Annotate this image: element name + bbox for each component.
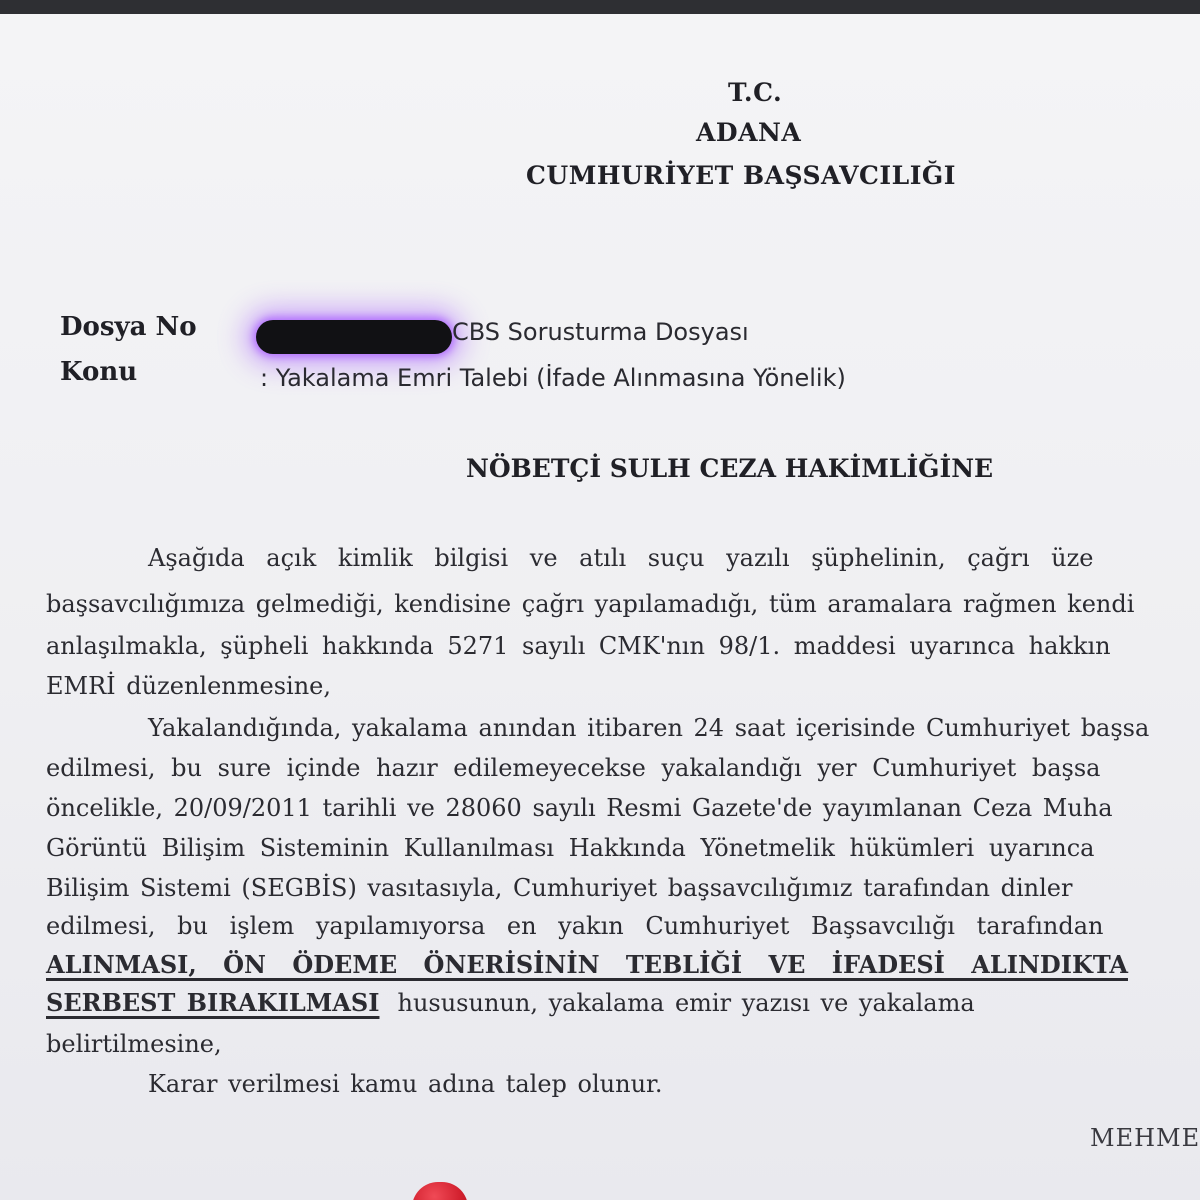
body-line: Yakalandığında, yakalama anından itibaren 24 saat içerisinde Cumhuriyet başsa bbox=[148, 714, 1150, 742]
body-line: Aşağıda açık kimlik bilgisi ve atılı suçu yazılı şüphelinin, çağrı üze bbox=[148, 544, 1094, 572]
body-line bbox=[46, 988, 975, 1017]
fingernail bbox=[412, 1182, 468, 1200]
signature-name: MEHME bbox=[1090, 1124, 1200, 1152]
body-line: EMRİ düzenlenmesine, bbox=[46, 672, 331, 700]
body-line: başsavcılığımıza gelmediği, kendisine çağrı yapılamadığı, tüm aramalara rağmen kendi bbox=[46, 590, 1135, 618]
redaction-mark bbox=[256, 320, 452, 354]
body-line: edilmesi, bu işlem yapılamıyorsa en yakın Cumhuriyet Başsavcılığı tarafından bbox=[46, 912, 1104, 940]
body-line: öncelikle, 20/09/2011 tarihli ve 28060 sayılı Resmi Gazete'de yayımlanan Ceza Muha bbox=[46, 794, 1113, 822]
document-page bbox=[0, 14, 1200, 1200]
recipient-heading: NÖBETÇİ SULH CEZA HAKİMLİĞİNE bbox=[466, 454, 994, 483]
body-line: edilmesi, bu sure içinde hazır edilemeyecekse yakalandığı yer Cumhuriyet başsa bbox=[46, 754, 1101, 782]
konu-value: : Yakalama Emri Talebi (İfade Alınmasına Yönelik) bbox=[260, 364, 846, 392]
dosya-label: Dosya No bbox=[60, 312, 197, 342]
body-line-rest: hususunun, yakalama emir yazısı ve yakalama bbox=[397, 989, 975, 1017]
konu-label: Konu bbox=[60, 357, 138, 387]
closing-line: Karar verilmesi kamu adına talep olunur. bbox=[148, 1070, 663, 1098]
header-tc: T.C. bbox=[728, 78, 783, 107]
header-city: ADANA bbox=[696, 118, 802, 147]
body-line-emphasis: ALINMASI, ÖN ÖDEME ÖNERİSİNİN TEBLİĞİ VE İFADESİ ALINDIKTA bbox=[46, 950, 1128, 979]
emphasis-release: SERBEST BIRAKILMASI bbox=[46, 988, 380, 1017]
body-line: anlaşılmakla, şüpheli hakkında 5271 sayılı CMK'nın 98/1. maddesi uyarınca hakkın bbox=[46, 632, 1111, 660]
dosya-value: CBS Sorusturma Dosyası bbox=[452, 318, 749, 346]
header-office: CUMHURİYET BAŞSAVCILIĞI bbox=[526, 161, 956, 190]
body-line: Bilişim Sistemi (SEGBİS) vasıtasıyla, Cumhuriyet başsavcılığımız tarafından dinler bbox=[46, 874, 1073, 902]
body-line: belirtilmesine, bbox=[46, 1030, 222, 1058]
body-line: Görüntü Bilişim Sisteminin Kullanılması Hakkında Yönetmelik hükümleri uyarınca bbox=[46, 834, 1095, 862]
